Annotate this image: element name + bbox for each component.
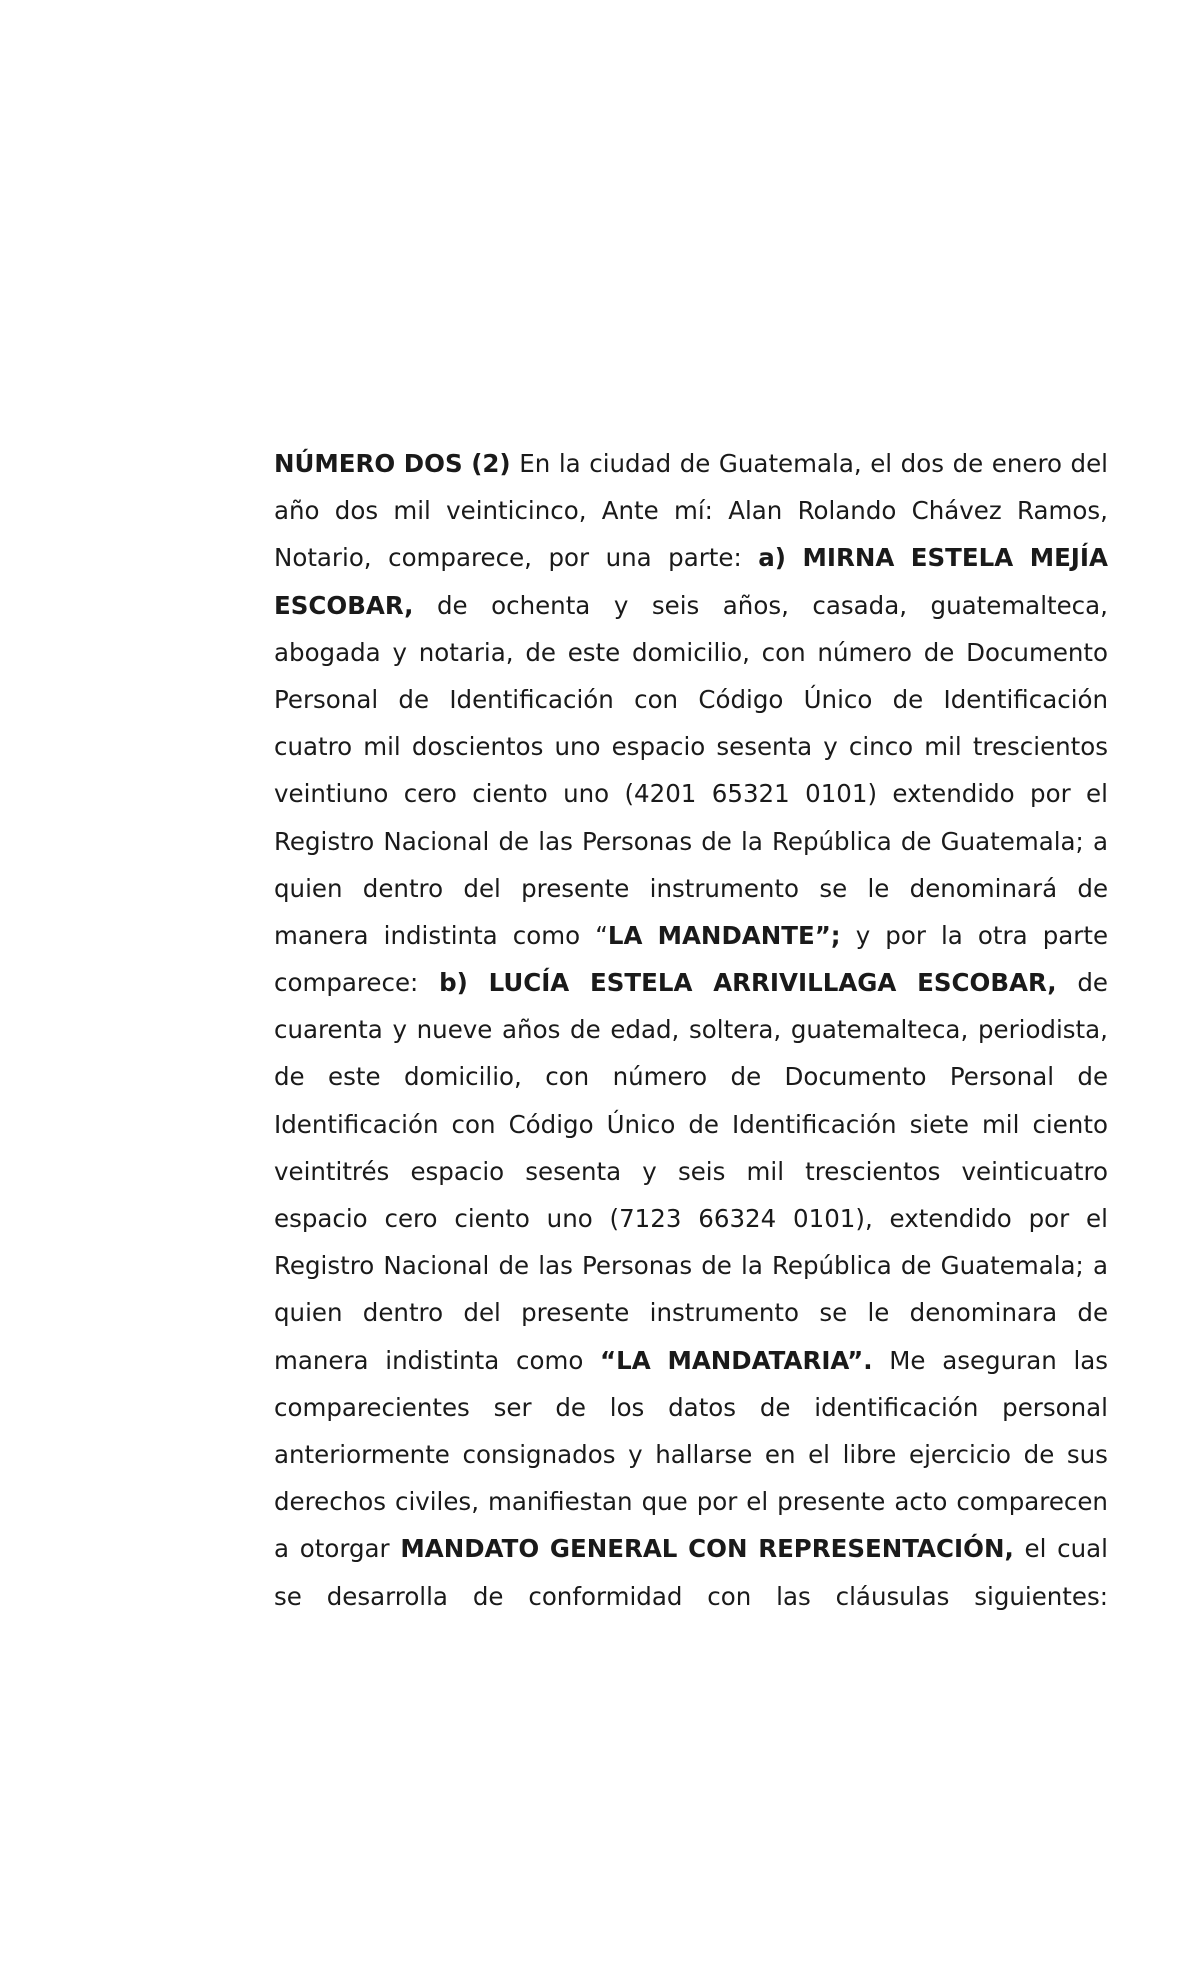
word: ciudad — [589, 449, 672, 478]
word: edad, — [610, 1015, 680, 1045]
word: cero — [384, 1204, 438, 1233]
word: de — [892, 684, 924, 714]
word: la — [741, 826, 763, 856]
word: cero — [403, 779, 457, 809]
word: uno — [546, 1204, 593, 1233]
word: Identificación — [943, 684, 1109, 714]
word: con — [707, 1581, 752, 1611]
word: y — [855, 920, 871, 950]
word: domicilio, — [632, 637, 750, 667]
word: manifiestan — [487, 1487, 633, 1517]
text-line — [274, 440, 1108, 487]
word: de — [900, 1251, 932, 1281]
word: identificación — [814, 1392, 979, 1422]
text-line — [274, 676, 1108, 723]
word: cláusulas — [835, 1581, 950, 1611]
word: presente — [521, 1298, 630, 1328]
word: enero — [991, 449, 1062, 478]
word: dentro — [362, 1298, 444, 1328]
word: periodista, — [977, 1015, 1108, 1045]
word: doscientos — [411, 732, 544, 762]
text-line — [274, 582, 1108, 629]
word: ochenta — [491, 590, 591, 620]
word: Nacional — [383, 1251, 490, 1281]
word: Rolando — [797, 496, 897, 526]
word: ciento — [472, 779, 548, 809]
bold-word: ESCOBAR, — [274, 590, 414, 620]
bold-word: LA — [607, 920, 643, 950]
word: Documento — [784, 1062, 927, 1092]
word: del — [463, 1298, 501, 1328]
word: en — [764, 1439, 796, 1469]
word: las — [538, 1251, 573, 1281]
text-line — [274, 1148, 1108, 1195]
word: número — [612, 1062, 708, 1092]
word: el — [870, 449, 893, 478]
word: libre — [842, 1439, 897, 1469]
word: y — [628, 1439, 643, 1469]
word: espacio — [611, 732, 706, 762]
word: presente — [521, 873, 630, 903]
word: República — [771, 1251, 892, 1281]
word: nueve — [416, 1015, 493, 1045]
word: Identificación — [732, 1109, 897, 1139]
word: y — [392, 1015, 407, 1045]
word: Registro — [274, 1251, 375, 1281]
text-line — [274, 1478, 1108, 1525]
bold-word: (2) — [471, 449, 511, 478]
word: comparece: — [274, 968, 419, 998]
word: le — [867, 1298, 890, 1328]
word: de — [688, 1109, 719, 1139]
word: Alan — [728, 496, 783, 526]
bold-word: CON — [688, 1534, 748, 1564]
word: ejercicio — [909, 1439, 1012, 1469]
word: soltera, — [689, 1015, 782, 1045]
word: dos — [334, 496, 379, 526]
word: otra — [977, 920, 1028, 950]
word: aseguran — [942, 1345, 1057, 1375]
bold-word: ESTELA — [910, 543, 1014, 573]
word: Nacional — [383, 826, 490, 856]
word: mil — [924, 732, 962, 762]
bold-word: b) — [439, 968, 468, 998]
word: Código — [508, 1109, 594, 1139]
word: el — [746, 1487, 769, 1517]
bold-word: DOS — [403, 449, 463, 478]
word: con — [761, 637, 806, 667]
word: y — [823, 732, 838, 762]
word: indistinta — [385, 1345, 500, 1375]
word: por — [1028, 1204, 1070, 1233]
word: notaria, — [418, 637, 514, 667]
text-line — [274, 818, 1108, 865]
bold-word: ARRIVILLAGA — [713, 968, 897, 998]
word: República — [771, 826, 892, 856]
word: de — [1023, 1439, 1055, 1469]
word: a — [1092, 826, 1108, 856]
word: guatemalteca, — [930, 590, 1108, 620]
word: extendido — [889, 1204, 1012, 1233]
word: manera — [274, 920, 369, 950]
bold-word: LUCÍA — [488, 968, 570, 998]
word: de — [1077, 873, 1109, 903]
bold-word: MANDATARIA”. — [667, 1345, 873, 1375]
word: parte: — [668, 543, 742, 573]
word: año — [274, 496, 320, 526]
word: se — [819, 873, 848, 903]
word: se — [274, 1581, 302, 1611]
word: Documento — [966, 637, 1109, 667]
text-line — [274, 1337, 1108, 1384]
word: Código — [698, 684, 784, 714]
word: cuatro — [274, 732, 353, 762]
word: los — [609, 1392, 645, 1422]
word: Notario, — [274, 543, 372, 573]
word: espacio — [410, 1156, 505, 1186]
word: que — [641, 1487, 688, 1517]
word: presente — [777, 1487, 886, 1517]
word: le — [867, 873, 890, 903]
word: el — [1086, 1204, 1108, 1233]
word: de — [398, 684, 430, 714]
word: de — [900, 826, 932, 856]
bold-word: ESCOBAR, — [917, 968, 1057, 998]
text-line — [274, 1053, 1108, 1100]
word: denominará — [909, 873, 1058, 903]
word: la — [558, 449, 581, 478]
word: conformidad — [528, 1581, 683, 1611]
word: Me — [889, 1345, 926, 1375]
word: 65321 — [711, 779, 790, 809]
word: trescientos — [805, 1156, 941, 1186]
word: domicilio, — [403, 1062, 522, 1092]
word: Registro — [274, 826, 375, 856]
word: de — [472, 1581, 504, 1611]
word: de — [274, 1062, 305, 1092]
word: la — [741, 1251, 763, 1281]
word: una — [605, 543, 652, 573]
word: uno — [563, 779, 610, 809]
word: de — [701, 826, 732, 856]
word: número — [817, 637, 912, 667]
word: Personas — [582, 826, 693, 856]
word: Chávez — [911, 496, 1002, 526]
word: comparece, — [388, 543, 532, 573]
word: cual — [1057, 1534, 1108, 1564]
word: personal — [1002, 1392, 1108, 1422]
word: de — [952, 449, 984, 478]
word: por — [885, 920, 926, 950]
word: ciento — [454, 1204, 530, 1233]
word: quien — [274, 1298, 343, 1328]
text-line — [274, 1006, 1108, 1053]
text-line — [274, 1525, 1108, 1572]
word: desarrolla — [326, 1581, 448, 1611]
word: 66324 — [698, 1204, 777, 1233]
text-line — [274, 1101, 1108, 1148]
text-line — [274, 1384, 1108, 1431]
word: civiles, — [394, 1487, 479, 1517]
word: veinticinco, — [446, 496, 587, 526]
deed-paragraph — [274, 440, 1108, 1620]
text-line — [274, 770, 1108, 817]
word: con — [634, 684, 679, 714]
bold-word: MANDANTE”; — [657, 920, 841, 950]
word: guatemalteca, — [790, 1015, 969, 1045]
word: “ — [595, 920, 608, 950]
word: Personal — [274, 684, 379, 714]
word: de — [436, 590, 468, 620]
word: de — [679, 449, 711, 478]
word: En — [519, 449, 551, 478]
word: de — [498, 826, 530, 856]
bold-word: NÚMERO — [274, 449, 396, 478]
bold-word: MEJÍA — [1029, 543, 1108, 573]
word: de — [701, 1251, 732, 1281]
word: uno — [554, 732, 601, 762]
word: y — [392, 637, 407, 667]
text-line — [274, 1289, 1108, 1336]
word: mí: — [674, 496, 713, 526]
word: consignados — [462, 1439, 616, 1469]
word: comparecen — [956, 1487, 1108, 1517]
word: de — [498, 1251, 530, 1281]
word: espacio — [274, 1204, 368, 1233]
word: de — [923, 637, 955, 667]
word: siete — [909, 1109, 969, 1139]
word: y — [613, 590, 629, 620]
word: Único — [803, 684, 873, 714]
word: quien — [274, 873, 343, 903]
text-line — [274, 1242, 1108, 1289]
text-line — [274, 534, 1108, 581]
word: como — [512, 920, 581, 950]
word: cuarenta — [274, 1015, 383, 1045]
word: las — [1073, 1345, 1109, 1375]
word: sesenta — [525, 1156, 622, 1186]
word: manera — [274, 1345, 369, 1375]
bold-word: MANDATO — [400, 1534, 540, 1564]
word: de — [1077, 1062, 1109, 1092]
word: de — [1077, 968, 1108, 998]
word: veinticuatro — [961, 1156, 1108, 1186]
word: Identificación — [274, 1109, 439, 1139]
word: con — [545, 1062, 590, 1092]
word: por — [696, 1487, 738, 1517]
word: la — [941, 920, 963, 950]
word: abogada — [274, 637, 381, 667]
word: trescientos — [972, 732, 1109, 762]
word: por — [548, 543, 590, 573]
word: (4201 — [624, 779, 697, 809]
word: las — [538, 826, 573, 856]
word: mil — [981, 1109, 1020, 1139]
word: casada, — [812, 590, 908, 620]
word: seis — [651, 590, 700, 620]
word: el — [1024, 1534, 1047, 1564]
word: de — [570, 1015, 601, 1045]
word: (7123 — [609, 1204, 682, 1233]
word: parte — [1042, 920, 1109, 950]
bold-word: MIRNA — [802, 543, 895, 573]
word: 0101), — [793, 1204, 873, 1233]
word: del — [1070, 449, 1108, 478]
word: instrumento — [649, 873, 800, 903]
text-line — [274, 629, 1108, 676]
word: ciento — [1032, 1109, 1108, 1139]
text-line — [274, 487, 1108, 534]
word: Personal — [949, 1062, 1055, 1092]
bold-word: “LA — [600, 1345, 651, 1375]
word: a — [1092, 1251, 1108, 1281]
word: veintiuno — [274, 779, 389, 809]
word: mil — [393, 496, 431, 526]
word: de — [555, 1392, 586, 1422]
word: el — [808, 1439, 830, 1469]
word: siguientes: — [974, 1581, 1109, 1611]
text-line — [274, 912, 1108, 959]
word: mil — [746, 1156, 784, 1186]
word: sesenta — [716, 732, 813, 762]
word: del — [463, 873, 501, 903]
word: Ante — [601, 496, 659, 526]
word: de — [759, 1392, 791, 1422]
word: por — [1030, 779, 1071, 809]
word: años — [502, 1015, 561, 1045]
word: cinco — [848, 732, 914, 762]
word: datos — [668, 1392, 737, 1422]
word: Guatemala; — [940, 1251, 1084, 1281]
word: Identificación — [449, 684, 614, 714]
word: seis — [677, 1156, 726, 1186]
text-line — [274, 723, 1108, 770]
text-line — [274, 865, 1108, 912]
bold-word: ESTELA — [590, 968, 693, 998]
word: Personas — [582, 1251, 693, 1281]
text-line — [274, 1431, 1108, 1478]
word: mil — [363, 732, 401, 762]
word: dos — [900, 449, 944, 478]
word: se — [819, 1298, 848, 1328]
word: Único — [606, 1109, 676, 1139]
word: Guatemala, — [718, 449, 862, 478]
word: Guatemala; — [940, 826, 1084, 856]
word: veintitrés — [274, 1156, 390, 1186]
word: denominara — [909, 1298, 1058, 1328]
word: dentro — [362, 873, 444, 903]
word: el — [1086, 779, 1108, 809]
word: Ramos, — [1017, 496, 1108, 526]
word: hallarse — [655, 1439, 753, 1469]
word: de — [525, 637, 556, 667]
word: anteriormente — [274, 1439, 450, 1469]
word: derechos — [274, 1487, 386, 1517]
word: comparecientes — [274, 1392, 470, 1422]
word: y — [642, 1156, 657, 1186]
text-line — [274, 1573, 1108, 1620]
word: sus — [1066, 1439, 1108, 1469]
word: ser — [493, 1392, 532, 1422]
word: de — [1077, 1298, 1109, 1328]
word: acto — [894, 1487, 948, 1517]
word: a — [274, 1534, 290, 1564]
bold-word: REPRESENTACIÓN, — [758, 1534, 1014, 1564]
word: las — [776, 1581, 811, 1611]
word: con — [451, 1109, 496, 1139]
word: como — [516, 1345, 584, 1375]
word: de — [730, 1062, 762, 1092]
bold-word: GENERAL — [549, 1534, 678, 1564]
text-line — [274, 1195, 1108, 1242]
word: años, — [722, 590, 789, 620]
bold-word: a) — [758, 543, 786, 573]
word: indistinta — [383, 920, 498, 950]
word: extendido — [892, 779, 1015, 809]
word: 0101) — [805, 779, 878, 809]
text-line — [274, 959, 1108, 1006]
word: este — [328, 1062, 381, 1092]
word: otorgar — [299, 1534, 390, 1564]
word: instrumento — [649, 1298, 800, 1328]
word: este — [567, 637, 621, 667]
